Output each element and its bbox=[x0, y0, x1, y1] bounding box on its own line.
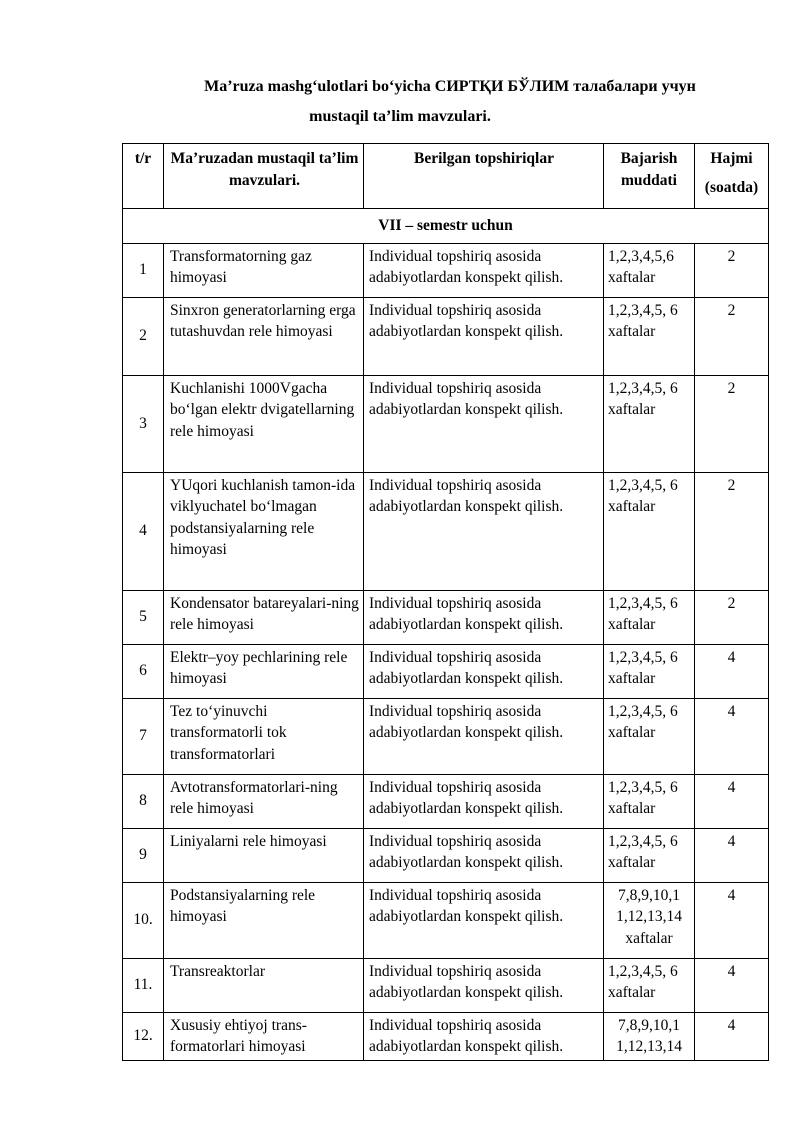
table-row bbox=[123, 828, 769, 882]
row-task: Individual topshiriq asosida adabiyotlardan konspekt qilish. bbox=[364, 698, 604, 774]
row-number: 2 bbox=[123, 297, 164, 375]
semester-label: VII – semestr uchun bbox=[123, 209, 769, 244]
row-topic: Xususiy ehtiyoj trans-formatorlari himoyasi bbox=[164, 1012, 364, 1060]
row-topic: YUqori kuchlanish tamon-ida viklyuchatel bo‘lmagan podstansiyalarning rele himoyasi bbox=[164, 472, 364, 590]
table-row bbox=[123, 882, 769, 958]
row-topic: Transformatorning gaz himoyasi bbox=[164, 243, 364, 297]
row-number: 8 bbox=[123, 774, 164, 828]
row-deadline: 1,2,3,4,5, 6 xaftalar bbox=[604, 698, 695, 774]
table-row bbox=[123, 698, 769, 774]
table-row bbox=[123, 774, 769, 828]
row-deadline: 1,2,3,4,5,6 xaftalar bbox=[604, 243, 695, 297]
row-topic: Tez to‘yinuvchi transformatorli tok transformatorlari bbox=[164, 698, 364, 774]
row-volume: 4 bbox=[695, 698, 769, 774]
row-volume: 4 bbox=[695, 1012, 769, 1060]
header-volume-unit: (soatda) bbox=[704, 179, 759, 196]
table-row bbox=[123, 590, 769, 644]
row-volume: 4 bbox=[695, 958, 769, 1012]
header-task: Berilgan topshiriqlar bbox=[364, 144, 604, 209]
row-topic: Kuchlanishi 1000Vgacha bo‘lgan elektr dvigatellarning rele himoyasi bbox=[164, 375, 364, 472]
row-topic: Transreaktorlar bbox=[164, 958, 364, 1012]
row-number: 5 bbox=[123, 590, 164, 644]
row-deadline: 7,8,9,10,1 1,12,13,14 bbox=[604, 1012, 695, 1060]
row-number: 3 bbox=[123, 375, 164, 472]
row-deadline: 1,2,3,4,5, 6 xaftalar bbox=[604, 828, 695, 882]
row-number: 9 bbox=[123, 828, 164, 882]
row-task: Individual topshiriq asosida adabiyotlardan konspekt qilish. bbox=[364, 297, 604, 375]
row-topic: Sinxron generatorlarning erga tutashuvdan rele himoyasi bbox=[164, 297, 364, 375]
table-row bbox=[123, 375, 769, 472]
table-row bbox=[123, 243, 769, 297]
row-topic: Elektr–yoy pechlarining rele himoyasi bbox=[164, 644, 364, 698]
table-row bbox=[123, 958, 769, 1012]
row-task: Individual topshiriq asosida adabiyotlardan konspekt qilish. bbox=[364, 590, 604, 644]
row-task: Individual topshiriq asosida adabiyotlardan konspekt qilish. bbox=[364, 882, 604, 958]
topics-table bbox=[122, 143, 769, 1061]
row-task: Individual topshiriq asosida adabiyotlardan konspekt qilish. bbox=[364, 644, 604, 698]
row-volume: 4 bbox=[695, 774, 769, 828]
row-number: 1 bbox=[123, 243, 164, 297]
row-deadline: 1,2,3,4,5, 6 xaftalar bbox=[604, 375, 695, 472]
row-volume: 2 bbox=[695, 375, 769, 472]
row-task: Individual topshiriq asosida adabiyotlardan konspekt qilish. bbox=[364, 774, 604, 828]
table-row bbox=[123, 644, 769, 698]
semester-row bbox=[123, 209, 769, 244]
row-deadline: 1,2,3,4,5, 6 xaftalar bbox=[604, 644, 695, 698]
row-number: 11. bbox=[123, 958, 164, 1012]
row-topic: Avtotransformatorlari-ning rele himoyasi bbox=[164, 774, 364, 828]
row-deadline: 1,2,3,4,5, 6 xaftalar bbox=[604, 297, 695, 375]
row-volume: 2 bbox=[695, 297, 769, 375]
document-title-line-1: Ma’ruza mashg‘ulotlari bo‘yicha СИРТҚИ БЎЛИМ талабалари учун bbox=[204, 78, 696, 95]
table-row bbox=[123, 1012, 769, 1060]
row-number: 4 bbox=[123, 472, 164, 590]
header-volume bbox=[695, 144, 769, 209]
header-volume-label: Hajmi bbox=[710, 150, 753, 167]
row-topic: Kondensator batareyalari-ning rele himoyasi bbox=[164, 590, 364, 644]
row-deadline: 1,2,3,4,5, 6 xaftalar bbox=[604, 958, 695, 1012]
row-task: Individual topshiriq asosida adabiyotlardan konspekt qilish. bbox=[364, 828, 604, 882]
row-task: Individual topshiriq asosida adabiyotlardan konspekt qilish. bbox=[364, 1012, 604, 1060]
row-number: 7 bbox=[123, 698, 164, 774]
table-row bbox=[123, 472, 769, 590]
row-task: Individual topshiriq asosida adabiyotlardan konspekt qilish. bbox=[364, 243, 604, 297]
row-task: Individual topshiriq asosida adabiyotlardan konspekt qilish. bbox=[364, 472, 604, 590]
table-row bbox=[123, 297, 769, 375]
row-volume: 4 bbox=[695, 828, 769, 882]
row-task: Individual topshiriq asosida adabiyotlardan konspekt qilish. bbox=[364, 375, 604, 472]
row-number: 12. bbox=[123, 1012, 164, 1060]
row-deadline: 7,8,9,10,1 1,12,13,14 xaftalar bbox=[604, 882, 695, 958]
row-volume: 2 bbox=[695, 472, 769, 590]
row-deadline: 1,2,3,4,5, 6 xaftalar bbox=[604, 774, 695, 828]
header-deadline: Bajarish muddati bbox=[604, 144, 695, 209]
row-deadline: 1,2,3,4,5, 6 xaftalar bbox=[604, 472, 695, 590]
row-volume: 4 bbox=[695, 882, 769, 958]
row-volume: 4 bbox=[695, 644, 769, 698]
header-topic: Ma’ruzadan mustaqil ta’lim mavzulari. bbox=[164, 144, 364, 209]
row-number: 6 bbox=[123, 644, 164, 698]
row-volume: 2 bbox=[695, 243, 769, 297]
row-task: Individual topshiriq asosida adabiyotlardan konspekt qilish. bbox=[364, 958, 604, 1012]
row-number: 10. bbox=[123, 882, 164, 958]
header-num: t/r bbox=[123, 144, 164, 209]
row-topic: Podstansiyalarning rele himoyasi bbox=[164, 882, 364, 958]
row-volume: 2 bbox=[695, 590, 769, 644]
row-deadline: 1,2,3,4,5, 6 xaftalar bbox=[604, 590, 695, 644]
document-title-line-2: mustaqil ta’lim mavzulari. bbox=[309, 108, 491, 125]
row-topic: Liniyalarni rele himoyasi bbox=[164, 828, 364, 882]
table-header-row bbox=[123, 144, 769, 209]
